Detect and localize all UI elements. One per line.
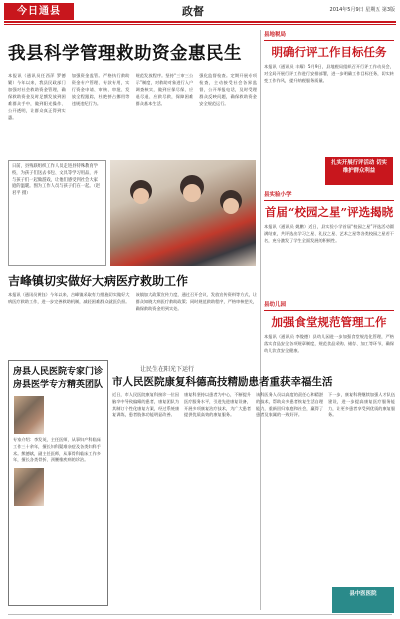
bottom-column-2: 康复科坚持以患者为中心，不断提升医疗服务水平，引进先进康复设备，开展多项康复治疗技术，为广大患者提供优质高效的康复服务。 (184, 392, 251, 418)
news-photo (110, 160, 256, 266)
side-story-2 (264, 190, 394, 294)
bottom-column-1: 近日，市人民医院康复科接诊一位因脑卒中导致偏瘫的患者，康复团队为其制订个性化康复方案，经过系统康复训练，患者肢体功能明显改善。 (112, 392, 179, 418)
bottom-body (112, 392, 395, 582)
footer-rule (8, 614, 392, 615)
header-rule-thin (4, 24, 396, 25)
lead-column-1: 本报讯（通讯员任西萍 罗德繁）今年以来，我县民政部门加强对社会救助资金管理，确保救助资金及时足额发放到困难群众手中，做到阳光操作、公开透明，让群众真正得到实惠。 (8, 73, 66, 120)
story2-headline: 吉峰镇切实做好大病医疗救助工作 (8, 274, 189, 288)
side-highlight-box: 扎实开展行评活动 切实维护群众利益 (325, 157, 393, 185)
hospital-title: 房县人民医院专家门诊 房县医学专方精英团队 (12, 367, 103, 390)
side-story-1-tag: 县地税局 (264, 30, 394, 41)
story2-body (8, 292, 257, 354)
side-story-3-tag: 县幼儿园 (264, 300, 394, 311)
section-title: 政督 (182, 5, 204, 18)
lead-body (8, 72, 257, 152)
photo-caption: 日前，县残联组织工作人员走进县特殊教育学校，为孩子们送去书包、文具等学习用品，并与孩子们一起做游戏，让他们感受到社会大家庭的温暖。图为工作人员与孩子们在一起。（赵君平 摄） (8, 160, 106, 266)
story2-column-2: 该镇加大政策宣传力度，通过召开会议、发放宣传资料等方式，让群众知晓大病医疗救助政策；同时规范救助程序，严格审核把关，确保救助资金用到实处。 (135, 292, 257, 311)
side-story-2-title: 首届“校园之星”评选揭晓 (264, 205, 394, 219)
doctor-photo-2 (14, 468, 44, 506)
side-story-3 (264, 300, 394, 382)
doctor-photo-1 (14, 396, 44, 434)
side-story-1-text: 本报讯（通讯员 丰耀）5月9日，县地税局组织召开行评工作动员会，对全局开展行评工作进行安排部署，进一步明确工作目标任务，切实转变工作作风，提升纳税服务质量。 (264, 64, 394, 83)
hospital-box (8, 360, 108, 606)
side-story-2-text: 本报讯（通讯员 姚鹏）近日，县实验小学首届“校园之星”评选活动圆满结束，共评选出学习之星、礼仪之星、艺术之星等各类校园之星若干名，充分激发了学生全面发展的积极性。 (264, 224, 394, 243)
side-story-3-text: 本报讯（通讯员 李俊德）县幼儿园进一步加强食堂规范化管理，严格落实食品安全各项规章制度，规范食品采购、储存、加工等环节，确保幼儿饮食安全健康。 (264, 334, 394, 353)
bottom-headline: 市人民医院康复科德高技精励患者重获幸福生活 (112, 376, 333, 388)
header-rule (4, 21, 396, 23)
side-story-3-title: 加强食堂规范管理工作 (271, 315, 387, 329)
issue-info: 2014年5月9日 星期五 第3版 (329, 7, 395, 13)
bottom-column-4: 下一步，康复科将继续加强人才队伍建设，进一步提高康复医疗服务能力，让更多患者享受到优质的康复服务。 (328, 392, 395, 418)
side-story-1-title: 明确行评工作目标任务 (271, 45, 387, 59)
ad-banner: 县中医医院 (332, 587, 394, 613)
lead-column-2: 加强资金监管。严格执行救助资金专户管理、专款专用，实行资金申请、审核、审批、发放全程跟踪，杜绝挤占挪用等违规违纪行为。 (71, 73, 130, 106)
bottom-kicker: 让民生在阳光下运行 (140, 366, 195, 373)
masthead-logo: 今日通县 (4, 3, 74, 20)
side-story-1 (264, 30, 394, 134)
hospital-text: 专家介绍：李发英，主任医师，从事妇产科临床工作三十余年，擅长妇科疑难杂症及各类妇科手术。熊德斌，副主任医师，从事骨科临床工作多年，擅长各类骨折、颈腰椎疾病的诊治。 (13, 437, 101, 463)
side-story-2-tag: 县实验小学 (264, 190, 394, 201)
lead-headline: 我县科学管理救助资金惠民生 (8, 44, 242, 64)
story2-column-1: 本报讯（通讯员黄钰）今年以来，吉峰镇采取有力措施切实做好大病医疗救助工作，进一步完善救助机制，减轻困难群众就医负担。 (8, 292, 130, 304)
lead-column-3: 规范发放程序。坚持“三审三公示”制度，对救助对象进行入户调查核实，做到应保尽保、应退尽退、应救尽救，保障困难群众基本生活。 (135, 73, 194, 106)
bottom-column-3: 该科医务人员以高度的责任心和精湛的技术，帮助众多患者恢复生活自理能力，重新回归家庭和社会，赢得了患者及家属的一致好评。 (256, 392, 323, 418)
lead-column-4: 强化监督检查。定期开展专项检查，主动接受社会各界监督，公开举报电话，及时受理群众反映问题，确保救助资金安全规范运行。 (199, 73, 257, 106)
